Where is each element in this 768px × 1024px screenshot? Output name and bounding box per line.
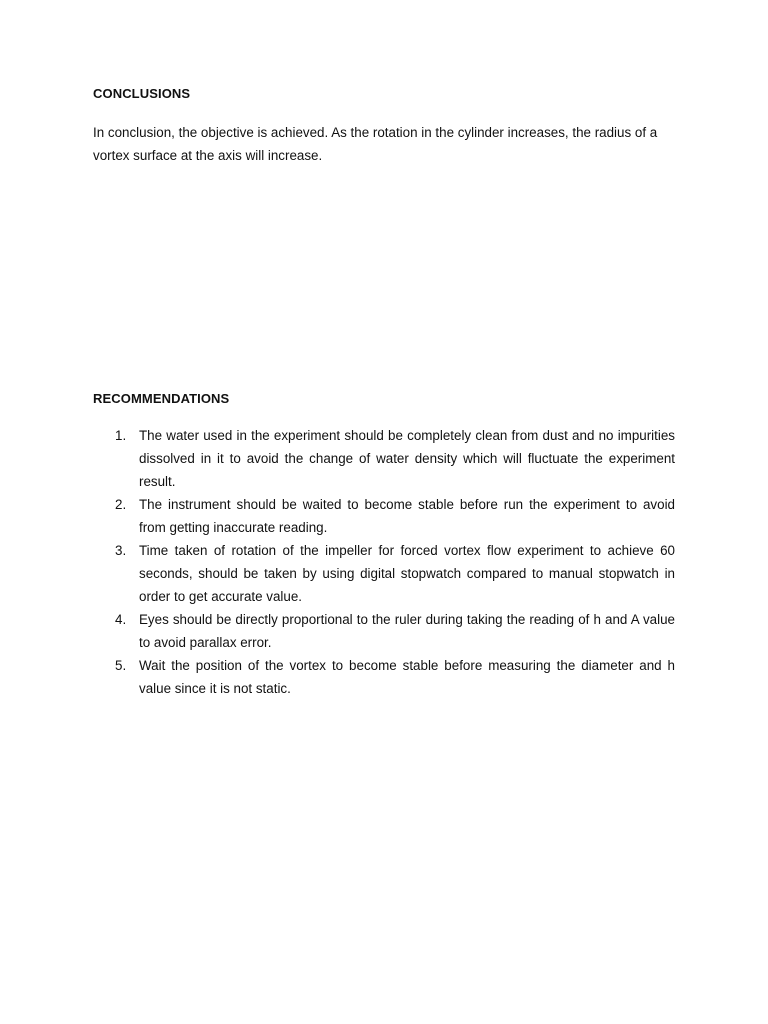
recommendation-text: Eyes should be directly proportional to the ruler during taking the reading of h and A value to avoid parallax error.	[139, 612, 675, 650]
conclusions-heading: CONCLUSIONS	[93, 86, 191, 101]
recommendations-heading: RECOMMENDATIONS	[93, 391, 230, 406]
recommendation-text: The instrument should be waited to become stable before run the experiment to avoid from getting inaccurate reading.	[139, 497, 675, 535]
recommendation-item-2	[93, 493, 675, 539]
recommendation-item-5	[93, 654, 675, 700]
recommendation-number: 5.	[115, 658, 127, 673]
recommendations-list	[93, 424, 675, 700]
recommendation-text: Time taken of rotation of the impeller for forced vortex flow experiment to achieve 60 seconds, should be taken by using digital stopwatch compared to manual stopwatch in order to get accurate value.	[139, 543, 675, 604]
recommendation-number: 3.	[115, 543, 127, 558]
recommendation-item-1	[93, 424, 675, 493]
recommendation-number: 4.	[115, 612, 127, 627]
recommendation-number: 2.	[115, 497, 127, 512]
recommendation-number: 1.	[115, 428, 127, 443]
recommendation-text: The water used in the experiment should be completely clean from dust and no impurities dissolved in it to avoid the change of water density which will fluctuate the experiment result.	[139, 428, 675, 489]
recommendation-item-3	[93, 539, 675, 608]
conclusion-paragraph: In conclusion, the objective is achieved. As the rotation in the cylinder increases, the radius of a vortex surface at the axis will increase.	[93, 125, 658, 163]
recommendation-text: Wait the position of the vortex to become stable before measuring the diameter and h value since it is not static.	[139, 658, 675, 696]
recommendation-item-4	[93, 608, 675, 654]
